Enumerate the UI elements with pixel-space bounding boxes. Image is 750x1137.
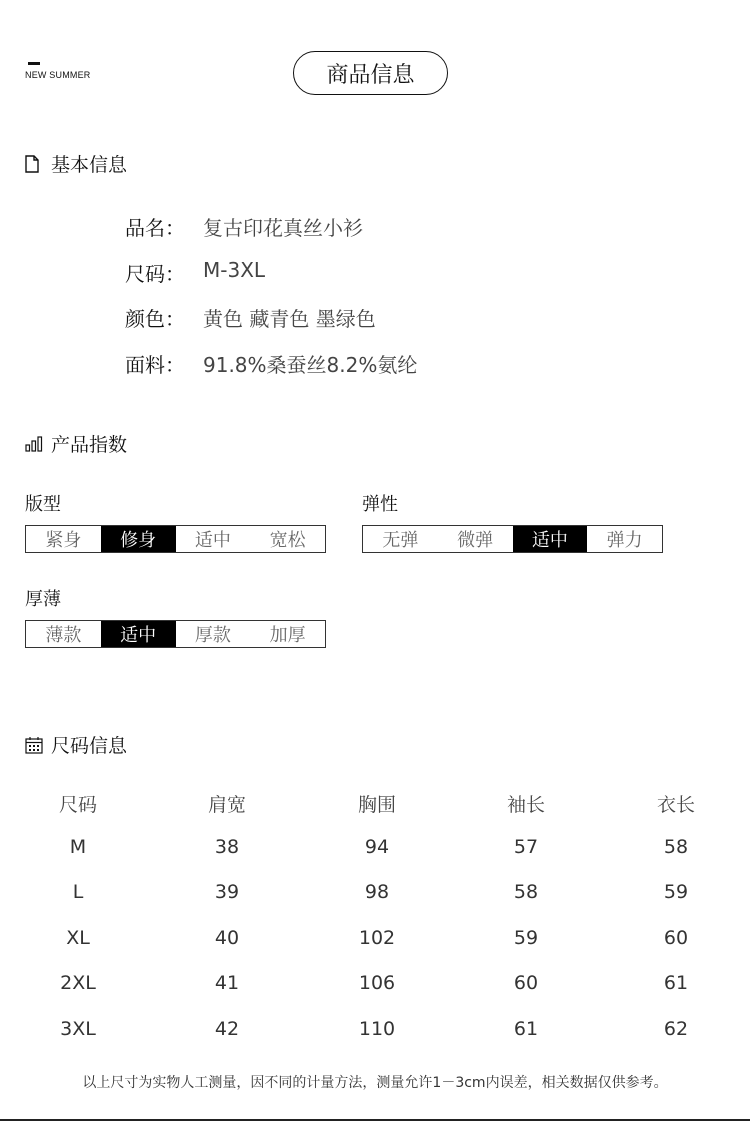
info-row-fabric: [125, 349, 417, 378]
info-value: 91.8%桑蚕丝8.2%氨纶: [203, 353, 418, 377]
thickness-label: 厚薄: [25, 589, 61, 610]
table-cell: 58: [663, 836, 689, 858]
thickness-option: 厚款: [194, 625, 231, 646]
table-row: [0, 1010, 750, 1050]
fit-option-selected: 修身: [101, 526, 176, 552]
info-row-size: [125, 258, 265, 287]
table-cell: 110: [358, 1018, 396, 1040]
info-value: 黄色 藏青色 墨绿色: [203, 307, 376, 331]
document-icon: [25, 155, 41, 173]
size-info-title: 尺码信息: [51, 735, 128, 757]
table-cell: 106: [358, 972, 396, 994]
info-label: 品名：: [125, 216, 185, 240]
table-cell: 41: [214, 972, 240, 994]
elastic-option: 无弹: [382, 530, 419, 551]
info-label: 尺码：: [125, 262, 185, 286]
table-row: [0, 964, 750, 1004]
table-cell: 42: [214, 1018, 240, 1040]
column-header: 尺码: [58, 794, 97, 816]
calendar-grid-icon: [25, 736, 41, 754]
fit-scale: [25, 525, 326, 553]
fit-option: 宽松: [269, 530, 306, 551]
column-header: 胸围: [357, 794, 396, 816]
table-cell: 2XL: [60, 972, 96, 994]
elastic-label: 弹性: [362, 494, 398, 515]
thickness-option: 加厚: [269, 625, 306, 646]
bar-chart-icon: [25, 435, 41, 453]
info-label: 面料：: [125, 353, 185, 377]
elastic-option-selected: 适中: [513, 526, 588, 552]
table-row: [0, 873, 750, 913]
thickness-scale: [25, 620, 326, 648]
column-header: 肩宽: [207, 794, 246, 816]
table-cell: 94: [364, 836, 390, 858]
info-label: 颜色：: [125, 307, 185, 331]
fit-label: 版型: [25, 494, 61, 515]
product-index-title: 产品指数: [51, 434, 128, 456]
table-cell: 39: [214, 881, 240, 903]
table-cell: 59: [513, 927, 539, 949]
info-value: M-3XL: [203, 258, 266, 282]
table-cell: 61: [663, 972, 689, 994]
table-cell: XL: [66, 927, 90, 949]
fit-option: 适中: [194, 530, 231, 551]
table-cell: L: [72, 881, 84, 903]
table-cell: 59: [663, 881, 689, 903]
divider: [0, 1119, 750, 1121]
elastic-option: 微弹: [457, 530, 494, 551]
table-cell: 38: [214, 836, 240, 858]
basic-info-title: 基本信息: [51, 154, 128, 176]
table-cell: 98: [364, 881, 390, 903]
size-info-heading: [25, 731, 127, 758]
page-title: 商品信息: [293, 51, 448, 95]
table-cell: 60: [513, 972, 539, 994]
table-cell: 60: [663, 927, 689, 949]
column-header: 袖长: [506, 794, 545, 816]
brand-text: NEW SUMMER: [25, 70, 91, 80]
size-table-header: [0, 782, 750, 822]
info-value: 复古印花真丝小衫: [203, 216, 363, 240]
table-cell: 62: [663, 1018, 689, 1040]
basic-info-heading: [25, 150, 127, 177]
table-cell: 61: [513, 1018, 539, 1040]
elastic-scale: [362, 525, 663, 553]
product-index-heading: [25, 430, 127, 457]
brand-mark: [28, 62, 40, 65]
table-cell: 58: [513, 881, 539, 903]
table-cell: 3XL: [60, 1018, 96, 1040]
fit-option: 紧身: [45, 530, 82, 551]
table-cell: 57: [513, 836, 539, 858]
info-row-color: [125, 303, 376, 332]
thickness-option: 薄款: [45, 625, 82, 646]
table-cell: 102: [358, 927, 396, 949]
table-cell: 40: [214, 927, 240, 949]
table-cell: M: [69, 836, 87, 858]
column-header: 衣长: [656, 794, 695, 816]
table-row: [0, 919, 750, 959]
thickness-option-selected: 适中: [101, 621, 176, 647]
info-row-name: [125, 212, 363, 241]
elastic-option: 弹力: [606, 530, 643, 551]
table-row: [0, 828, 750, 868]
measurement-note: 以上尺寸为实物人工测量，因不同的计量方法，测量允许1－3cm内误差，相关数据仅供参考。: [82, 1075, 668, 1091]
